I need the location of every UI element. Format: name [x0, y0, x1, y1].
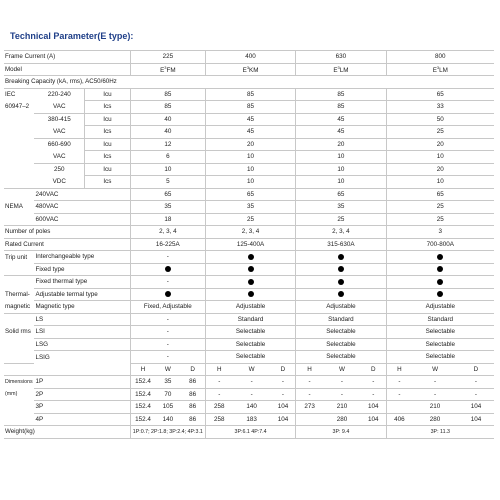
page-title: Technical Parameter(E type):: [10, 31, 134, 41]
table-row: [4, 288, 494, 301]
dimension-col-header: H: [205, 363, 232, 376]
voltage-cell: VAC: [53, 153, 66, 160]
value-cell: Selectable: [386, 326, 494, 339]
value-cell: 2, 3, 4: [296, 226, 386, 239]
dimension-value: -: [296, 376, 323, 389]
value-cell: Selectable: [386, 338, 494, 351]
value-cell: 10: [205, 163, 295, 176]
capacity-type: Icu: [85, 113, 131, 126]
dimension-value: -: [296, 388, 323, 401]
nema-label: [4, 188, 34, 201]
model-sup: 3: [436, 64, 440, 70]
dimension-value: -: [412, 388, 458, 401]
value-cell: 85: [130, 101, 205, 114]
dimension-value: -: [233, 388, 271, 401]
frame-value: 225: [130, 51, 205, 64]
value-cell: Selectable: [205, 326, 295, 339]
value-cell: 10: [386, 176, 494, 189]
capacity-type: Ics: [85, 151, 131, 164]
dimension-value: 152.4: [130, 413, 155, 426]
value-cell: -: [130, 326, 205, 339]
value-cell: 10: [205, 176, 295, 189]
table-row: [4, 188, 494, 201]
voltage-cell: 240VAC: [34, 188, 130, 201]
table-row: [4, 213, 494, 226]
table-row: [4, 226, 494, 239]
value-cell: Selectable: [205, 338, 295, 351]
table-row: [4, 388, 494, 401]
table-row: [4, 351, 494, 364]
dimension-col-header: D: [361, 363, 386, 376]
model-sup: 3: [246, 64, 250, 70]
thermal-type: Fixed thermal type: [34, 276, 130, 289]
table-row: [4, 176, 494, 189]
solid-rms-label: [4, 338, 34, 351]
model-post: LM: [439, 66, 448, 74]
dimension-value: 104: [458, 401, 494, 414]
value-cell: 45: [205, 126, 295, 139]
value-cell: 10: [130, 163, 205, 176]
bullet-dot-icon: [437, 291, 443, 297]
value-cell: 35: [205, 201, 295, 214]
dimension-value: 280: [323, 413, 361, 426]
value-cell: [296, 288, 386, 301]
value-cell: [130, 263, 205, 276]
dimension-value: 273: [296, 401, 323, 414]
dimension-value: [296, 413, 323, 426]
blank-cell: [34, 363, 130, 376]
model-sup: 3: [164, 64, 167, 70]
value-cell: Adjustable: [296, 301, 386, 314]
value-cell: Selectable: [296, 351, 386, 364]
bullet-dot-icon: [437, 266, 443, 272]
dimension-value: 152.4: [130, 376, 155, 389]
table-row: [4, 376, 494, 389]
value-cell: 20: [386, 163, 494, 176]
dimension-col-header: H: [386, 363, 412, 376]
bullet-dot-icon: [165, 291, 171, 297]
bullet-dot-icon: [437, 254, 443, 260]
value-cell: 33: [386, 101, 494, 114]
value-cell: -: [130, 276, 205, 289]
bullet-dot-icon: [248, 291, 254, 297]
iec-label: [4, 113, 34, 126]
value-cell: 50: [386, 113, 494, 126]
dimension-value: 258: [205, 401, 232, 414]
value-cell: 10: [205, 151, 295, 164]
model-post: KM: [249, 66, 259, 74]
value-cell: -: [130, 313, 205, 326]
value-cell: Selectable: [386, 351, 494, 364]
pole-count: 3P: [34, 401, 130, 414]
value-cell: [386, 263, 494, 276]
model-value: [296, 63, 386, 76]
table-row: [4, 151, 494, 164]
pole-count: 1P: [34, 376, 130, 389]
value-cell: [386, 251, 494, 264]
value-cell: [205, 276, 295, 289]
solid-rms-label: Solid rms: [5, 328, 31, 336]
value-cell: 5: [130, 176, 205, 189]
value-cell: 25: [205, 213, 295, 226]
bullet-dot-icon: [437, 279, 443, 285]
dimension-value: -: [386, 388, 412, 401]
dimension-col-header: W: [155, 363, 180, 376]
trip-type: Fixed type: [34, 263, 130, 276]
table-row: [4, 76, 494, 89]
table-row: [4, 338, 494, 351]
value-cell: 40: [130, 126, 205, 139]
iec-label: [4, 176, 34, 189]
value-cell: 35: [296, 201, 386, 214]
bullet-dot-icon: [338, 279, 344, 285]
dimensions-label: (mm): [5, 391, 18, 398]
poles-label: Number of poles: [4, 226, 130, 239]
dimension-value: -: [205, 376, 232, 389]
dimension-value: -: [233, 376, 271, 389]
iec-label: [4, 151, 34, 164]
iec-label: IEC: [4, 88, 34, 101]
dimension-value: 86: [180, 413, 205, 426]
frame-value: 800: [386, 51, 494, 64]
value-cell: 45: [296, 113, 386, 126]
dimension-value: -: [271, 388, 296, 401]
table-row: [4, 163, 494, 176]
thermal-type: Magnetic type: [34, 301, 130, 314]
model-pre: E: [242, 66, 247, 74]
value-cell: 85: [205, 101, 295, 114]
dimension-value: 86: [180, 376, 205, 389]
dimension-value: -: [323, 376, 361, 389]
frame-value: 400: [205, 51, 295, 64]
value-cell: [296, 263, 386, 276]
pole-count: 4P: [34, 413, 130, 426]
dimension-col-header: H: [296, 363, 323, 376]
value-cell: [296, 276, 386, 289]
trip-type: Interchangeable type: [34, 251, 130, 264]
table-row: [4, 401, 494, 414]
dimension-value: -: [458, 388, 494, 401]
value-cell: 40: [130, 113, 205, 126]
technical-parameter-table: [4, 50, 494, 439]
value-cell: 35: [130, 201, 205, 214]
dimension-col-header: D: [271, 363, 296, 376]
weight-label: Weight(kg): [4, 426, 130, 439]
voltage-cell: VAC: [53, 103, 66, 110]
value-cell: Fixed, Adjustable: [130, 301, 205, 314]
table-row: [4, 126, 494, 139]
value-cell: 85: [130, 88, 205, 101]
trip-unit-label: Trip unit: [4, 251, 34, 264]
dimension-col-header: D: [180, 363, 205, 376]
capacity-type: Ics: [85, 101, 131, 114]
weight-value: 3P: 11.3: [386, 426, 494, 439]
value-cell: -: [130, 338, 205, 351]
dimension-value: 104: [458, 413, 494, 426]
capacity-type: Icu: [85, 138, 131, 151]
value-cell: 45: [296, 126, 386, 139]
table-row: [4, 138, 494, 151]
value-cell: 85: [205, 88, 295, 101]
value-cell: [386, 288, 494, 301]
dimension-value: 105: [155, 401, 180, 414]
value-cell: [205, 263, 295, 276]
value-cell: 25: [386, 201, 494, 214]
table-row: [4, 413, 494, 426]
value-cell: 25: [296, 213, 386, 226]
model-value: [130, 63, 205, 76]
thermal-type: Adjustable termal type: [34, 288, 130, 301]
value-cell: Selectable: [205, 351, 295, 364]
thermal-magnetic-label: [4, 276, 34, 289]
dimension-value: 140: [155, 413, 180, 426]
trip-unit-label: [4, 263, 34, 276]
value-cell: 10: [386, 151, 494, 164]
iec-label: [4, 126, 34, 139]
dimension-value: -: [386, 376, 412, 389]
dimension-value: 86: [180, 388, 205, 401]
table-row: [4, 251, 494, 264]
value-cell: 65: [386, 188, 494, 201]
dimension-value: 406: [386, 413, 412, 426]
capacity-type: Ics: [85, 176, 131, 189]
dimension-value: 258: [205, 413, 232, 426]
table-row: [4, 113, 494, 126]
capacity-type: Icu: [85, 88, 131, 101]
model-label: Model: [4, 63, 130, 76]
voltage-cell: 250: [34, 163, 84, 176]
value-cell: -: [130, 251, 205, 264]
model-post: FM: [166, 66, 176, 74]
value-cell: 2, 3, 4: [205, 226, 295, 239]
thermal-magnetic-label: magnetic: [5, 303, 31, 310]
iec-label: 60947–2: [5, 103, 30, 111]
iec-label: [4, 138, 34, 151]
dimension-value: -: [361, 376, 386, 389]
dimension-value: 140: [233, 401, 271, 414]
value-cell: 18: [130, 213, 205, 226]
value-cell: 10: [296, 176, 386, 189]
dimension-value: 35: [155, 376, 180, 389]
model-value: [386, 63, 494, 76]
weight-value: 3P: 9.4: [296, 426, 386, 439]
bullet-dot-icon: [338, 291, 344, 297]
model-pre: E: [432, 66, 437, 74]
dimension-col-header: W: [323, 363, 361, 376]
frame-current-label: Frame Current (A): [4, 51, 130, 64]
dimension-value: 280: [412, 413, 458, 426]
breaking-capacity-label: Breaking Capacity (kA, rms), AC50/60Hz: [4, 76, 494, 89]
voltage-cell: 220-240: [34, 88, 84, 101]
table-row: [4, 88, 494, 101]
value-cell: 20: [386, 138, 494, 151]
dimensions-label: Dimensions: [4, 376, 34, 389]
value-cell: 16-225A: [130, 238, 205, 251]
dimension-value: -: [361, 388, 386, 401]
dimension-col-header: D: [458, 363, 494, 376]
bullet-dot-icon: [248, 279, 254, 285]
table-row: [4, 63, 494, 76]
value-cell: Selectable: [296, 338, 386, 351]
value-cell: 20: [205, 138, 295, 151]
value-cell: -: [130, 351, 205, 364]
value-cell: [386, 276, 494, 289]
dimension-col-header: W: [233, 363, 271, 376]
value-cell: 3: [386, 226, 494, 239]
value-cell: 65: [205, 188, 295, 201]
dimension-value: 104: [271, 413, 296, 426]
model-pre: E: [160, 66, 165, 74]
dimension-value: 86: [180, 401, 205, 414]
thermal-magnetic-label: Thermal-: [5, 290, 30, 298]
voltage-cell: 660-690: [34, 138, 84, 151]
model-sup: 3: [337, 64, 340, 70]
dimension-col-header: H: [130, 363, 155, 376]
table-row: [4, 101, 494, 114]
rated-current-label: Rated Current: [4, 238, 130, 251]
solid-type: LSIG: [34, 351, 130, 364]
model-pre: E: [333, 66, 338, 74]
bullet-dot-icon: [165, 266, 171, 272]
value-cell: 12: [130, 138, 205, 151]
value-cell: 10: [296, 151, 386, 164]
value-cell: 315-630A: [296, 238, 386, 251]
table-row: [4, 426, 494, 439]
table-row: [4, 263, 494, 276]
bullet-dot-icon: [248, 266, 254, 272]
value-cell: [205, 288, 295, 301]
value-cell: 125-400A: [205, 238, 295, 251]
value-cell: 10: [296, 163, 386, 176]
frame-value: 630: [296, 51, 386, 64]
dimension-value: -: [205, 388, 232, 401]
dimension-value: -: [412, 376, 458, 389]
value-cell: Standard: [386, 313, 494, 326]
value-cell: 20: [296, 138, 386, 151]
dimension-col-header: W: [412, 363, 458, 376]
dimension-value: -: [271, 376, 296, 389]
dimensions-label: [4, 363, 34, 376]
nema-label: NEMA: [5, 203, 23, 211]
solid-rms-label: [4, 351, 34, 364]
value-cell: 65: [386, 88, 494, 101]
table-row: [4, 276, 494, 289]
value-cell: Selectable: [296, 326, 386, 339]
dimensions-label: [4, 413, 34, 426]
nema-label: [4, 213, 34, 226]
solid-type: LSI: [34, 326, 130, 339]
voltage-cell: VDC: [52, 178, 66, 185]
value-cell: Adjustable: [205, 301, 295, 314]
dimension-value: 210: [323, 401, 361, 414]
solid-type: LS: [34, 313, 130, 326]
value-cell: 25: [386, 126, 494, 139]
model-value: [205, 63, 295, 76]
weight-value: 1P:0.7; 2P:1.8; 3P:2.4; 4P:3.1: [130, 426, 205, 439]
solid-rms-label: [4, 313, 34, 326]
voltage-cell: 380-415: [34, 113, 84, 126]
dimension-value: 152.4: [130, 401, 155, 414]
bullet-dot-icon: [248, 254, 254, 260]
capacity-type: Icu: [85, 163, 131, 176]
weight-value: 3P:6.1 4P:7.4: [205, 426, 295, 439]
value-cell: 65: [296, 188, 386, 201]
dimension-value: 152.4: [130, 388, 155, 401]
value-cell: 85: [296, 88, 386, 101]
dimension-value: -: [458, 376, 494, 389]
value-cell: Standard: [205, 313, 295, 326]
value-cell: Standard: [296, 313, 386, 326]
value-cell: [205, 251, 295, 264]
table-row: [4, 201, 494, 214]
value-cell: 85: [296, 101, 386, 114]
dimension-value: [386, 401, 412, 414]
dimension-value: 210: [412, 401, 458, 414]
value-cell: [296, 251, 386, 264]
voltage-cell: 480VAC: [34, 201, 130, 214]
dimension-value: 104: [361, 401, 386, 414]
voltage-cell: 600VAC: [34, 213, 130, 226]
dimension-value: 183: [233, 413, 271, 426]
dimension-value: -: [323, 388, 361, 401]
value-cell: 2, 3, 4: [130, 226, 205, 239]
table-row: [4, 51, 494, 64]
dimension-value: 104: [361, 413, 386, 426]
value-cell: 6: [130, 151, 205, 164]
value-cell: 25: [386, 213, 494, 226]
value-cell: 65: [130, 188, 205, 201]
solid-type: LSG: [34, 338, 130, 351]
table-row: [4, 301, 494, 314]
model-post: LM: [339, 66, 349, 74]
iec-label: [4, 163, 34, 176]
bullet-dot-icon: [338, 266, 344, 272]
voltage-cell: VAC: [53, 128, 66, 135]
value-cell: Adjustable: [386, 301, 494, 314]
dimension-value: 104: [271, 401, 296, 414]
dimensions-label: [4, 401, 34, 414]
dimension-value: 70: [155, 388, 180, 401]
capacity-type: Ics: [85, 126, 131, 139]
pole-count: 2P: [34, 388, 130, 401]
table-row: [4, 238, 494, 251]
value-cell: [130, 288, 205, 301]
value-cell: 700-800A: [386, 238, 494, 251]
value-cell: 45: [205, 113, 295, 126]
bullet-dot-icon: [338, 254, 344, 260]
table-row: [4, 363, 494, 376]
table-row: [4, 313, 494, 326]
table-row: [4, 326, 494, 339]
